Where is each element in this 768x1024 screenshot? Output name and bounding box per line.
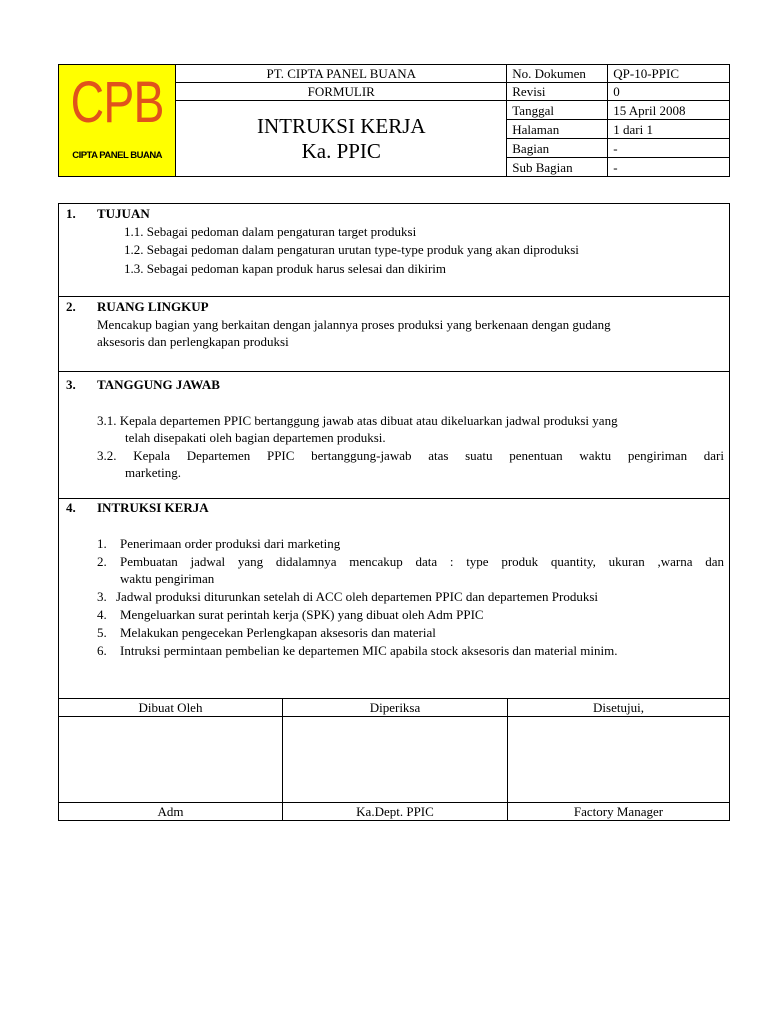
list-item-continuation: telah disepakati oleh bagian departemen produksi.	[125, 430, 386, 445]
list-number: 5.	[97, 625, 107, 640]
section-heading: INTRUKSI KERJA	[97, 500, 209, 515]
meta-value: -	[608, 139, 730, 158]
list-number: 1.	[97, 536, 107, 551]
form-type: FORMULIR	[176, 83, 507, 101]
list-item: 3.1. Kepala departemen PPIC bertanggung jawab atas dibuat atau dikeluarkan jadwal produksi yang	[97, 413, 618, 428]
title-line-2: Ka. PPIC	[301, 138, 381, 163]
list-item: Penerimaan order produksi dari marketing	[120, 536, 341, 551]
section-tanggung-jawab	[59, 372, 730, 499]
section-intruksi-kerja	[59, 499, 730, 699]
list-item: 1.1. Sebagai pedoman dalam pengaturan target produksi	[124, 224, 417, 239]
list-item: Jadwal produksi diturunkan setelah di ACC oleh departemen PPIC dan departemen Produksi	[116, 589, 598, 604]
signature-header-made-by: Dibuat Oleh	[59, 699, 283, 717]
list-number: 6.	[97, 643, 107, 658]
meta-value: QP-10-PPIC	[608, 65, 730, 83]
section-number: 1.	[66, 206, 76, 221]
list-item: 1.3. Sebagai pedoman kapan produk harus selesai dan dikirim	[124, 261, 447, 276]
list-item: Pembuatan jadwal yang didalamnya mencakup data : type produk quantity, ukuran ,warna dan	[120, 554, 724, 569]
list-number: 4.	[97, 607, 107, 622]
document-title	[176, 101, 507, 177]
meta-label: Halaman	[507, 120, 608, 139]
logo-text: CPB	[70, 70, 164, 135]
list-item: Melakukan pengecekan Perlengkapan aksesoris dan material	[120, 625, 436, 640]
list-item-continuation: waktu pengiriman	[120, 571, 215, 586]
company-name: PT. CIPTA PANEL BUANA	[176, 65, 507, 83]
meta-label: Tanggal	[507, 101, 608, 120]
signature-role-dept-head: Ka.Dept. PPIC	[283, 803, 508, 821]
signature-header-approved-by: Disetujui,	[508, 699, 730, 717]
paragraph-line: aksesoris dan perlengkapan produksi	[97, 334, 289, 349]
company-logo	[59, 65, 176, 177]
logo-subtext: CIPTA PANEL BUANA	[72, 150, 163, 161]
list-item: 3.2. Kepala Departemen PPIC bertanggung-jawab atas suatu penentuan waktu pengiriman dari	[97, 448, 724, 463]
paragraph-line: Mencakup bagian yang berkaitan dengan jalannya proses produksi yang berkenaan dengan gudang	[97, 317, 611, 332]
instruction-body	[58, 203, 730, 821]
signature-box	[283, 717, 508, 803]
list-item: Intruksi permintaan pembelian ke departemen MIC apabila stock aksesoris dan material minim.	[120, 643, 618, 658]
list-item: 1.2. Sebagai pedoman dalam pengaturan urutan type-type produk yang akan diproduksi	[124, 242, 579, 257]
list-number: 2.	[97, 554, 107, 569]
meta-label: No. Dokumen	[507, 65, 608, 83]
title-line-1: INTRUKSI KERJA	[256, 113, 426, 138]
meta-label: Bagian	[507, 139, 608, 158]
signature-header-checked-by: Diperiksa	[283, 699, 508, 717]
list-item: Mengeluarkan surat perintah kerja (SPK) yang dibuat oleh Adm PPIC	[120, 607, 484, 622]
meta-value: -	[608, 158, 730, 177]
document-header	[58, 64, 730, 177]
meta-value: 15 April 2008	[608, 101, 730, 120]
signature-role-factory-manager: Factory Manager	[508, 803, 730, 821]
section-heading: TANGGUNG JAWAB	[97, 377, 220, 392]
meta-value: 0	[608, 83, 730, 101]
section-number: 2.	[66, 299, 76, 314]
list-item-continuation: marketing.	[125, 465, 181, 480]
section-heading: TUJUAN	[97, 206, 150, 221]
signature-box	[59, 717, 283, 803]
meta-value: 1 dari 1	[608, 120, 730, 139]
section-ruang-lingkup	[59, 297, 730, 372]
section-heading: RUANG LINGKUP	[97, 299, 209, 314]
signature-role-adm: Adm	[59, 803, 283, 821]
meta-label: Sub Bagian	[507, 158, 608, 177]
section-number: 3.	[66, 377, 76, 392]
signature-box	[508, 717, 730, 803]
list-number: 3.	[97, 589, 107, 604]
section-number: 4.	[66, 500, 76, 515]
section-tujuan	[59, 204, 730, 297]
meta-label: Revisi	[507, 83, 608, 101]
